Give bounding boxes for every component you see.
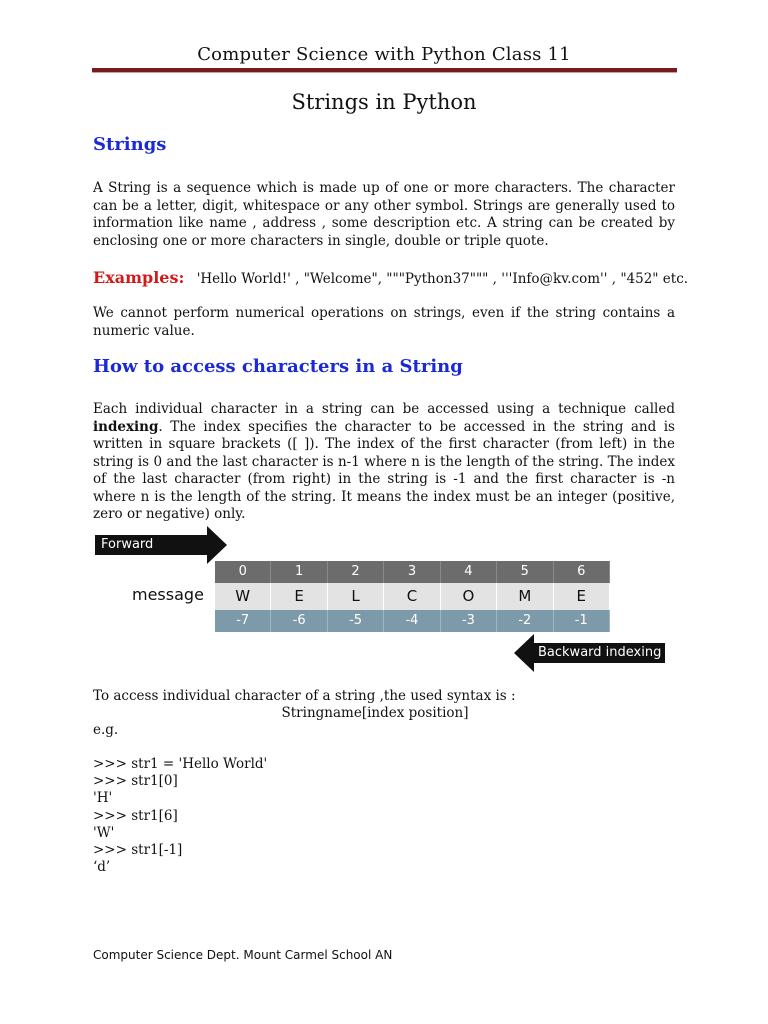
positive-index-cell: 0	[215, 561, 271, 583]
code-line: 'W'	[93, 825, 115, 841]
code-line: >>> str1[0]	[93, 773, 178, 789]
character-cell: L	[328, 583, 384, 610]
backward-indexing-arrow	[532, 643, 665, 663]
examples-label: Examples:	[93, 268, 185, 287]
access-characters-heading: How to access characters in a String	[93, 356, 463, 377]
positive-index-cell: 2	[328, 561, 384, 583]
footer-text: Computer Science Dept. Mount Carmel School AN	[93, 948, 393, 962]
character-cell: E	[271, 583, 327, 610]
negative-index-cell: -2	[497, 610, 553, 632]
variable-label: message	[132, 585, 204, 604]
negative-index-cell: -4	[384, 610, 440, 632]
character-cell: C	[384, 583, 440, 610]
positive-index-cell: 5	[497, 561, 553, 583]
character-cell: W	[215, 583, 271, 610]
indexing-paragraph	[93, 401, 675, 524]
strings-heading: Strings	[93, 134, 167, 155]
negative-index-cell: -3	[441, 610, 497, 632]
character-cell: M	[497, 583, 553, 610]
negative-index-cell: -7	[215, 610, 271, 632]
page-title: Strings in Python	[291, 90, 477, 114]
eg-label: e.g.	[93, 722, 119, 738]
header-title: Computer Science with Python Class 11	[197, 44, 571, 65]
indexing-term: indexing	[93, 418, 159, 435]
positive-index-row	[215, 561, 610, 583]
backward-arrow-head-icon	[514, 634, 534, 672]
character-cell: O	[441, 583, 497, 610]
character-row	[215, 583, 610, 610]
positive-index-cell: 6	[554, 561, 610, 583]
positive-index-cell: 4	[441, 561, 497, 583]
code-line: 'H'	[93, 790, 113, 806]
numeric-note-paragraph: We cannot perform numerical operations on strings, even if the string contains a numeric value.	[93, 305, 675, 339]
examples-text: 'Hello World!' , "Welcome", """Python37""" , '''Info@kv.com'' , "452" etc.	[196, 271, 689, 287]
syntax-form: Stringname[index position]	[281, 705, 469, 721]
forward-indexing-arrow	[95, 535, 209, 572]
positive-index-cell: 1	[271, 561, 327, 583]
forward-arrow-head-icon	[207, 526, 227, 564]
code-line: ‘d’	[93, 859, 111, 875]
character-cell: E	[554, 583, 610, 610]
negative-index-cell: -6	[271, 610, 327, 632]
syntax-intro: To access individual character of a string ,the used syntax is :	[93, 688, 516, 704]
negative-index-row	[215, 610, 610, 632]
backward-indexing-label: Backward indexing	[538, 645, 662, 660]
positive-index-cell: 3	[384, 561, 440, 583]
strings-definition-paragraph: A String is a sequence which is made up of one or more characters. The character can be a letter, digit, whitespace or any other symbol. Strings are generally used to information like name , address , some description etc. A string can be created by enclosing one or more characters in single, double or triple quote.	[93, 180, 675, 249]
forward-indexing-label: Forward indexing	[101, 537, 157, 572]
code-line: >>> str1[6]	[93, 808, 178, 824]
header-rule	[92, 68, 677, 73]
indexing-text-end: . The index specifies the character to be accessed in the string and is written in square brackets ([ ]). The index of the first character (from left) in the string is 0 and the last character is n-1 where n is the length of the string. The index of the last character (from right) in the string is -1 and the first character is -n where n is the length of the string. It means the index must be an integer (positive, zero or negative) only.	[93, 418, 675, 522]
negative-index-cell: -5	[328, 610, 384, 632]
code-line: >>> str1 = 'Hello World'	[93, 756, 268, 772]
negative-index-cell: -1	[554, 610, 610, 632]
index-grid	[215, 561, 610, 632]
code-line: >>> str1[-1]	[93, 842, 183, 858]
indexing-text-start: Each individual character in a string can be accessed using a technique called	[93, 401, 675, 417]
examples-line	[93, 268, 688, 287]
